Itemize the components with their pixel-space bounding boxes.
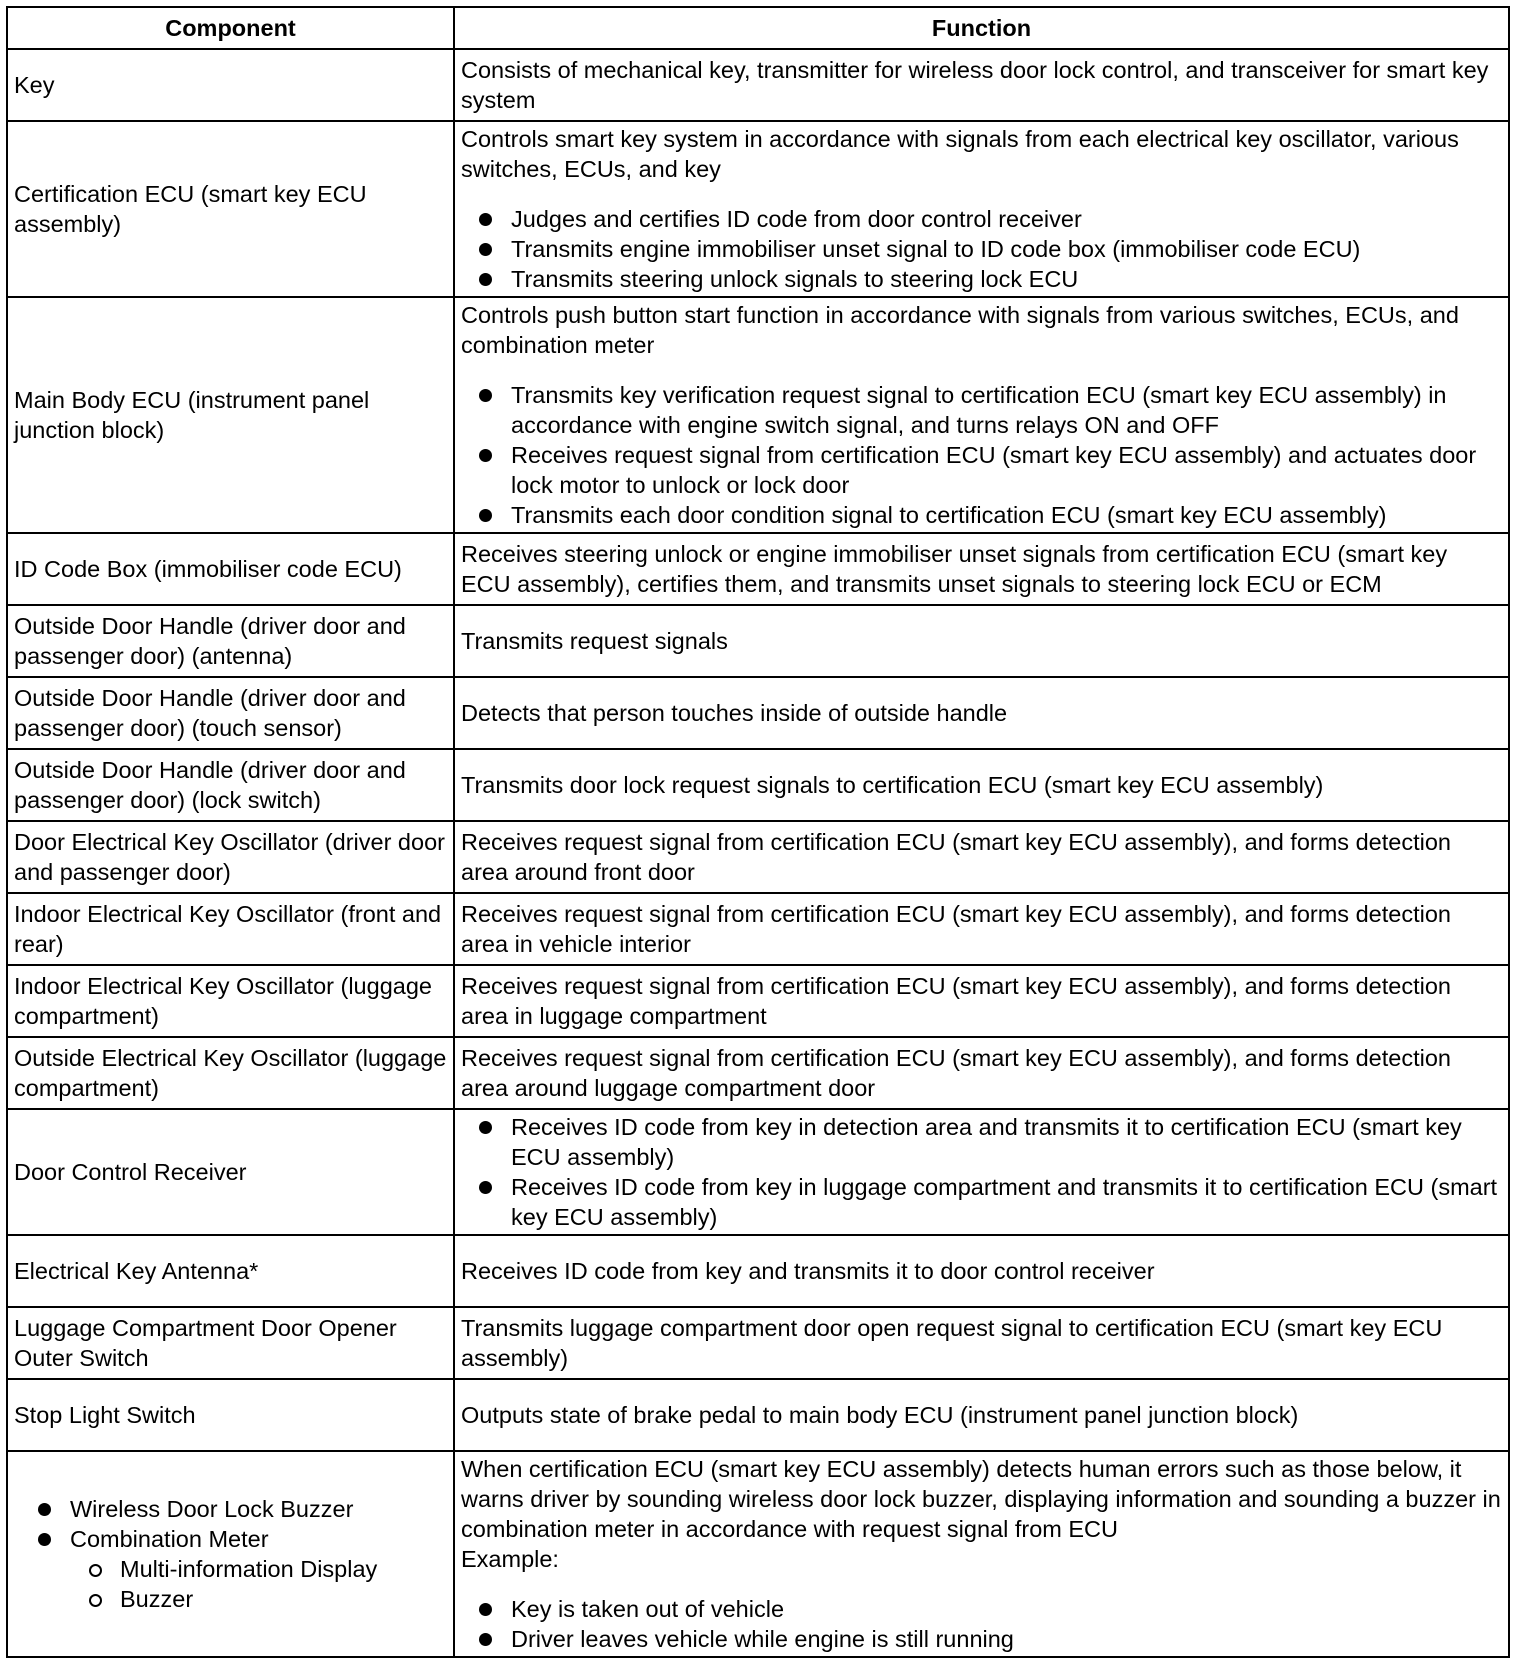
function-cell: [454, 1451, 1509, 1657]
list-item-label: Combination Meter: [70, 1526, 269, 1552]
function-cell: [454, 297, 1509, 533]
function-cell: [454, 121, 1509, 297]
function-cell: [454, 677, 1509, 749]
function-text: Detects that person touches inside of outside handle: [461, 700, 1008, 726]
component-cell: Certification ECU (smart key ECU assembly): [7, 121, 454, 297]
list-item: Transmits engine immobiliser unset signal to ID code box (immobiliser code ECU): [461, 234, 1502, 264]
list-item: Transmits each door condition signal to certification ECU (smart key ECU assembly): [461, 500, 1502, 530]
list-item: Key is taken out of vehicle: [461, 1594, 1502, 1624]
table-row: [7, 1037, 1509, 1109]
header-row: [7, 7, 1509, 49]
function-text: Receives request signal from certification ECU (smart key ECU assembly), and forms detection area in luggage compartment: [461, 973, 1451, 1029]
component-cell: Key: [7, 49, 454, 121]
function-text: Consists of mechanical key, transmitter for wireless door lock control, and transceiver for smart key system: [461, 57, 1489, 113]
header-component: Component: [7, 7, 454, 49]
table-row: [7, 821, 1509, 893]
component-cell: Indoor Electrical Key Oscillator (front and rear): [7, 893, 454, 965]
function-text: Receives steering unlock or engine immobiliser unset signals from certification ECU (smart key ECU assembly), certifies them, and transmits unset signals to steering lock ECU or ECM: [461, 541, 1448, 597]
function-cell: [454, 1109, 1509, 1235]
function-cell: [454, 1307, 1509, 1379]
sub-list-item: Buzzer: [70, 1584, 447, 1614]
component-cell: Outside Door Handle (driver door and passenger door) (touch sensor): [7, 677, 454, 749]
table-row: [7, 1379, 1509, 1451]
function-text: Receives ID code from key and transmits it to door control receiver: [461, 1258, 1155, 1284]
table-row: [7, 965, 1509, 1037]
function-cell: [454, 893, 1509, 965]
component-function-table: [6, 6, 1510, 1658]
function-text: Receives request signal from certification ECU (smart key ECU assembly), and forms detection area around front door: [461, 829, 1451, 885]
component-cell: Luggage Compartment Door Opener Outer Switch: [7, 1307, 454, 1379]
list-item: Receives ID code from key in detection area and transmits it to certification ECU (smart key ECU assembly): [461, 1112, 1502, 1172]
function-cell: [454, 749, 1509, 821]
list-item: Receives request signal from certification ECU (smart key ECU assembly) and actuates door lock motor to unlock or lock door: [461, 440, 1502, 500]
list-item: Receives ID code from key in luggage compartment and transmits it to certification ECU (smart key ECU assembly): [461, 1172, 1502, 1232]
component-cell: Stop Light Switch: [7, 1379, 454, 1451]
component-cell: [7, 1451, 454, 1657]
function-cell: [454, 605, 1509, 677]
table-row: [7, 1109, 1509, 1235]
header-function: Function: [454, 7, 1509, 49]
list-item: Transmits steering unlock signals to steering lock ECU: [461, 264, 1502, 294]
table-row: [7, 533, 1509, 605]
function-bullets: [461, 380, 1502, 530]
function-text: Transmits door lock request signals to certification ECU (smart key ECU assembly): [461, 772, 1324, 798]
list-item: [20, 1524, 447, 1614]
function-text: Outputs state of brake pedal to main body ECU (instrument panel junction block): [461, 1402, 1299, 1428]
component-cell: Outside Door Handle (driver door and passenger door) (antenna): [7, 605, 454, 677]
function-cell: [454, 533, 1509, 605]
table-row: [7, 1451, 1509, 1657]
sub-list-item: Multi-information Display: [70, 1554, 447, 1584]
component-subitems: [70, 1554, 447, 1614]
component-cell: Outside Door Handle (driver door and passenger door) (lock switch): [7, 749, 454, 821]
component-bullets: [20, 1494, 447, 1614]
table-row: [7, 677, 1509, 749]
example-label: Example:: [461, 1546, 559, 1572]
table-row: [7, 1235, 1509, 1307]
function-text: Receives request signal from certification ECU (smart key ECU assembly), and forms detection area around luggage compartment door: [461, 1045, 1451, 1101]
function-cell: [454, 965, 1509, 1037]
function-bullets: [461, 204, 1502, 294]
component-cell: Electrical Key Antenna*: [7, 1235, 454, 1307]
component-cell: Main Body ECU (instrument panel junction block): [7, 297, 454, 533]
component-cell: Outside Electrical Key Oscillator (luggage compartment): [7, 1037, 454, 1109]
component-cell: Door Electrical Key Oscillator (driver door and passenger door): [7, 821, 454, 893]
list-item: Wireless Door Lock Buzzer: [20, 1494, 447, 1524]
table-row: [7, 1307, 1509, 1379]
component-cell: ID Code Box (immobiliser code ECU): [7, 533, 454, 605]
function-cell: [454, 1379, 1509, 1451]
table-row: [7, 297, 1509, 533]
function-cell: [454, 1235, 1509, 1307]
function-bullets: [461, 1112, 1502, 1232]
table-row: [7, 893, 1509, 965]
function-bullets: [461, 1594, 1502, 1654]
function-cell: [454, 821, 1509, 893]
function-text: Controls smart key system in accordance with signals from each electrical key oscillator, various switches, ECUs, and key: [461, 126, 1459, 182]
function-cell: [454, 49, 1509, 121]
function-text: Controls push button start function in accordance with signals from various switches, ECUs, and combination meter: [461, 302, 1459, 358]
function-text: When certification ECU (smart key ECU assembly) detects human errors such as those below, it warns driver by sounding wireless door lock buzzer, displaying information and sounding a buzzer in combination meter in accordance with request signal from ECU: [461, 1456, 1501, 1542]
component-cell: Door Control Receiver: [7, 1109, 454, 1235]
list-item: Transmits key verification request signal to certification ECU (smart key ECU assembly) in accordance with engine switch signal, and turns relays ON and OFF: [461, 380, 1502, 440]
list-item: Driver leaves vehicle while engine is still running: [461, 1624, 1502, 1654]
table-row: [7, 749, 1509, 821]
function-text: Transmits request signals: [461, 628, 728, 654]
function-text: Transmits luggage compartment door open request signal to certification ECU (smart key ECU assembly): [461, 1315, 1443, 1371]
table-row: [7, 121, 1509, 297]
function-cell: [454, 1037, 1509, 1109]
component-cell: Indoor Electrical Key Oscillator (luggage compartment): [7, 965, 454, 1037]
list-item: Judges and certifies ID code from door control receiver: [461, 204, 1502, 234]
function-text: Receives request signal from certification ECU (smart key ECU assembly), and forms detection area in vehicle interior: [461, 901, 1451, 957]
table-row: [7, 605, 1509, 677]
table-row: [7, 49, 1509, 121]
